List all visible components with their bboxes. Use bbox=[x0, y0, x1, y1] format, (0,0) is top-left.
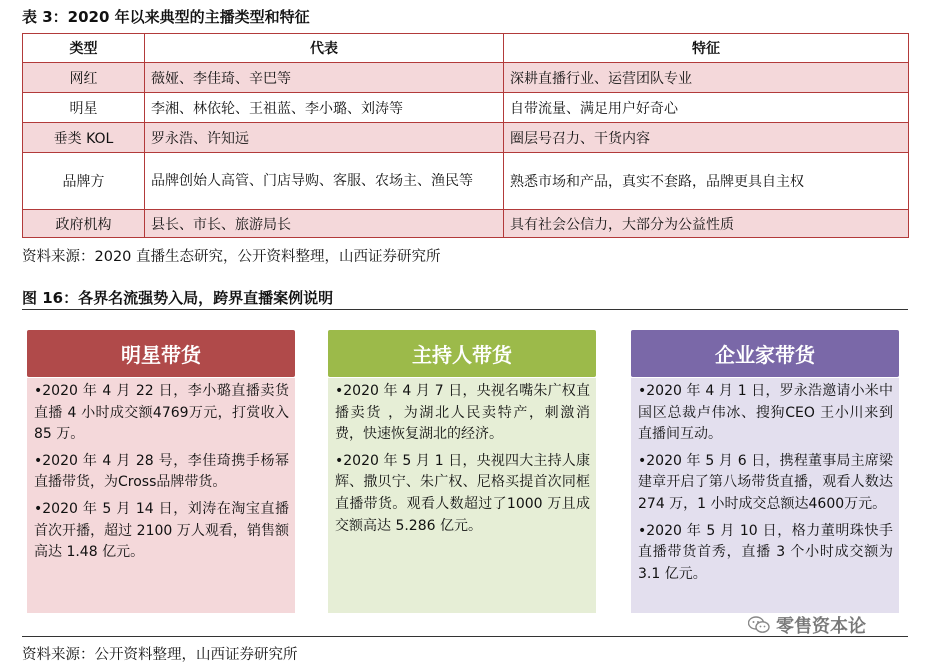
cell-representatives: 罗永浩、许知远 bbox=[145, 123, 504, 153]
card-title: 主持人带货 bbox=[412, 343, 512, 367]
card-item: •2020 年 5 月 10 日，格力董明珠快手直播带货首秀，直播 3 个小时成交额为 3.1 亿元。 bbox=[638, 522, 893, 582]
cell-representatives: 品牌创始人高管、门店导购、客服、农场主、渔民等 bbox=[145, 153, 504, 210]
figure-caption: 图 16：各界名流强势入局，跨界直播案例说明 bbox=[22, 289, 334, 307]
cell-type: 垂类 KOL bbox=[23, 123, 145, 153]
card-item: •2020 年 5 月 1 日，央视四大主持人康辉、撒贝宁、朱广权、尼格买提首次同框直播带货。观看人数超过了1000 万且成交额高达 5.286 亿元。 bbox=[335, 452, 590, 534]
cell-type: 品牌方 bbox=[23, 153, 145, 210]
card-host-header bbox=[328, 330, 596, 377]
table-source: 资料来源：2020 直播生态研究，公开资料整理，山西证券研究所 bbox=[22, 249, 441, 265]
table-row bbox=[23, 153, 909, 210]
cell-representatives: 李湘、林依轮、王祖蓝、李小璐、刘涛等 bbox=[145, 93, 504, 123]
cell-type: 网红 bbox=[23, 63, 145, 93]
card-title: 企业家带货 bbox=[715, 343, 815, 367]
table-row bbox=[23, 123, 909, 153]
cell-features: 具有社会公信力，大部分为公益性质 bbox=[504, 210, 909, 238]
card-item: •2020 年 5 月 6 日，携程董事局主席梁建章开启了第八场带货直播，观看人数达 274 万，1 小时成交总额达4600万元。 bbox=[638, 452, 893, 512]
header-features: 特征 bbox=[504, 34, 909, 63]
cell-type: 明星 bbox=[23, 93, 145, 123]
table-row bbox=[23, 210, 909, 238]
table-row bbox=[23, 63, 909, 93]
streamer-type-table bbox=[22, 33, 909, 238]
cell-features: 熟悉市场和产品，真实不套路，品牌更具自主权 bbox=[504, 153, 909, 210]
table-caption: 表 3：2020 年以来典型的主播类型和特征 bbox=[22, 8, 310, 26]
cell-representatives: 薇娅、李佳琦、辛巴等 bbox=[145, 63, 504, 93]
card-title: 明星带货 bbox=[121, 343, 201, 367]
card-item: •2020 年 4 月 1 日，罗永浩邀请小米中国区总裁卢伟冰、搜狗CEO 王小川来到直播间互动。 bbox=[638, 383, 893, 443]
cell-features: 圈层号召力、干货内容 bbox=[504, 123, 909, 153]
card-item: •2020 年 4 月 22 日，李小璐直播卖货直播 4 小时成交额4769万元，打赏收入85 万。 bbox=[34, 383, 289, 443]
watermark-text: 零售资本论 bbox=[776, 616, 866, 637]
card-item: •2020 年 4 月 28 号，李佳琦携手杨幂直播带货，为Cross品牌带货。 bbox=[34, 452, 289, 491]
card-entrepreneur-header bbox=[631, 330, 899, 377]
cell-representatives: 县长、市长、旅游局长 bbox=[145, 210, 504, 238]
card-item: •2020 年 4 月 7 日，央视名嘴朱广权直播卖货 ，为湖北人民卖特产，刺激消费，快速恢复湖北的经济。 bbox=[335, 383, 590, 443]
table-row bbox=[23, 93, 909, 123]
card-celebrity-body bbox=[27, 378, 295, 613]
cell-features: 深耕直播行业、运营团队专业 bbox=[504, 63, 909, 93]
header-type: 类型 bbox=[23, 34, 145, 63]
card-item: •2020 年 5 月 14 日，刘涛在淘宝直播首次开播，超过 2100 万人观看，销售额高达 1.48 亿元。 bbox=[34, 500, 289, 561]
figure-top-rule bbox=[22, 309, 908, 310]
card-entrepreneur-body bbox=[631, 378, 899, 613]
figure-bottom-rule bbox=[22, 636, 908, 637]
card-celebrity-header bbox=[27, 330, 295, 377]
watermark bbox=[748, 612, 866, 638]
wechat-icon bbox=[748, 616, 770, 634]
figure-source: 资料来源：公开资料整理，山西证券研究所 bbox=[22, 647, 298, 663]
cell-type: 政府机构 bbox=[23, 210, 145, 238]
header-representatives: 代表 bbox=[145, 34, 504, 63]
cell-features: 自带流量、满足用户好奇心 bbox=[504, 93, 909, 123]
card-host-body bbox=[328, 378, 596, 613]
